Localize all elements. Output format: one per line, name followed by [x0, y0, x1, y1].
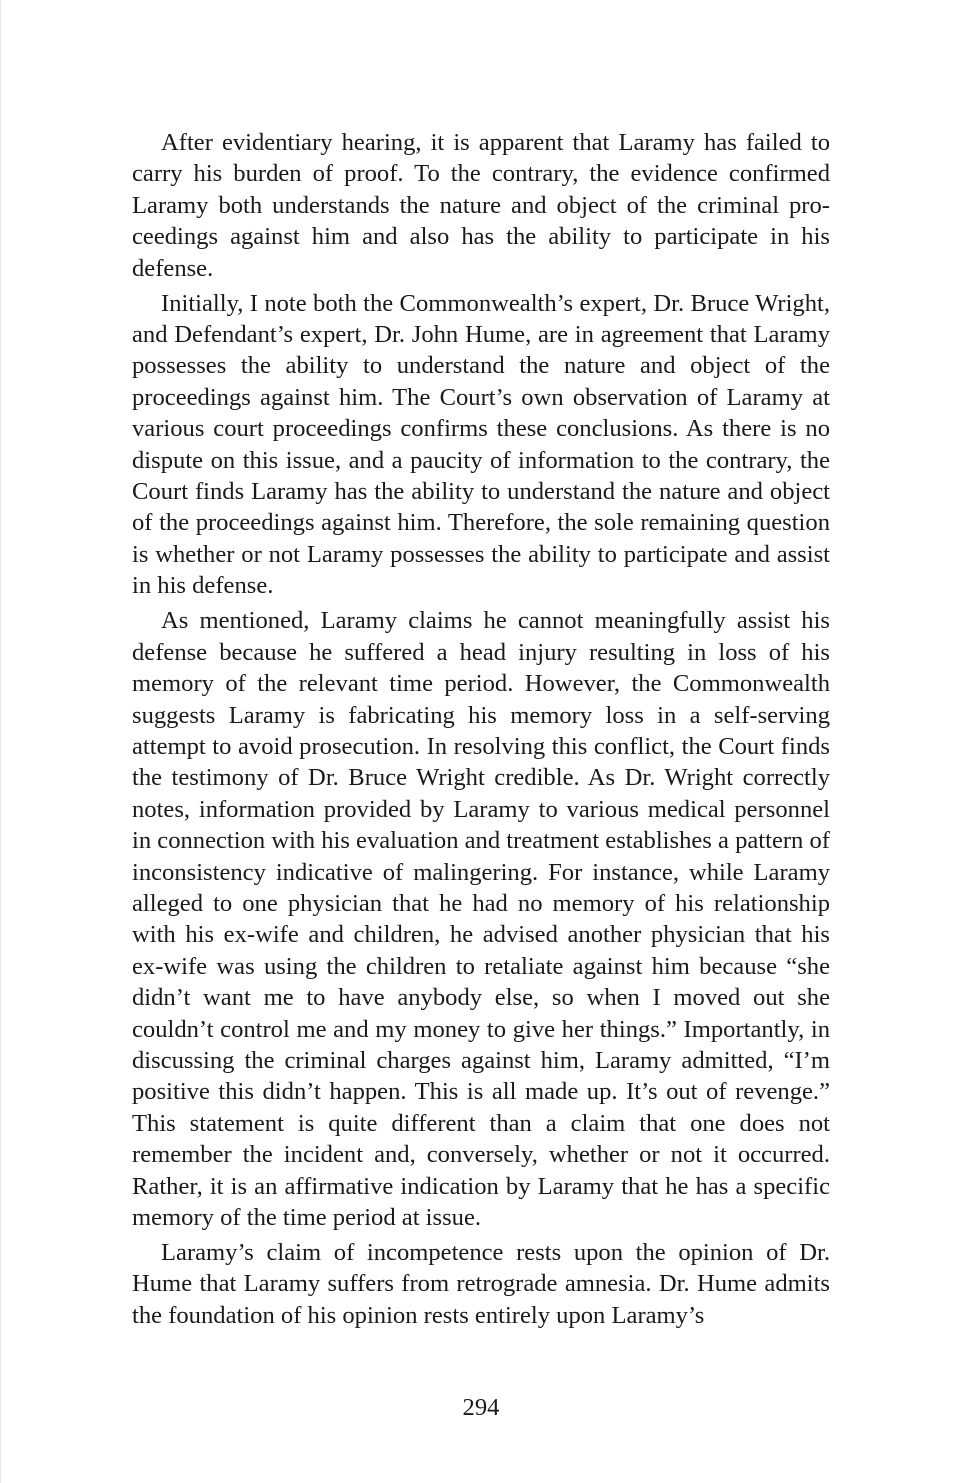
paragraph-1: After evidentiary hearing, it is apparent that Laramy has failed to carry his burden of proof. To the contrary, the evidence confirmed Laramy both understands the nature and object of the criminal proceedings against him and also has the ability to participate in his defense. [132, 129, 830, 282]
body-text [132, 127, 830, 1331]
paragraph-4: Laramy’s claim of incompetence rests upon the opinion of Dr. Hume that Laramy suffers from retrograde amnesia. Dr. Hume admits the foundation of his opinion rests entirely upon Laramy’s [132, 1239, 830, 1329]
paragraph-2: Initially, I note both the Commonwealth’s expert, Dr. Bruce Wright, and Defendant’s expert, Dr. John Hume, are in agreement that Laramy possesses the ability to understand the nature and object of the proceedings against him. The Court’s own observation of Laramy at various court proceedings confirms these conclusions. As there is no dispute on this issue, and a paucity of information to the contrary, the Court finds Laramy has the ability to understand the nature and object of the proceedings against him. Therefore, the sole remaining question is whether or not Laramy possesses the ability to participate and assist in his defense. [132, 289, 830, 600]
page-number: 294 [462, 1394, 500, 1421]
paragraph-3: As mentioned, Laramy claims he cannot meaningfully assist his defense because he suffered a head injury resulting in loss of his memory of the relevant time period. However, the Commonwealth suggests Laramy is fabricating his memory loss in a self-serving attempt to avoid prosecution. In resolving this conflict, the Court finds the testimony of Dr. Bruce Wright credible. As Dr. Wright correctly notes, information provided by Laramy to various medical personnel in connection with his evaluation and treatment establishes a pattern of inconsistency indicative of malingering. For instance, while Laramy alleged to one physician that he had no memory of his relationship with his ex-wife and children, he advised another physician that his ex-wife was using the children to retaliate against him because “she didn’t want me to have anybody else, so when I moved out she couldn’t control me and my money to give her things.” Importantly, in discussing the criminal charges against him, Laramy admitted, “I’m positive this didn’t happen. This is all made up. It’s out of revenge.” This statement is quite different than a claim that one does not remember the incident and, conversely, whether or not it occurred. Rather, it is an affirmative indication by Laramy that he has a specific memory of the time period at issue. [132, 607, 830, 1231]
